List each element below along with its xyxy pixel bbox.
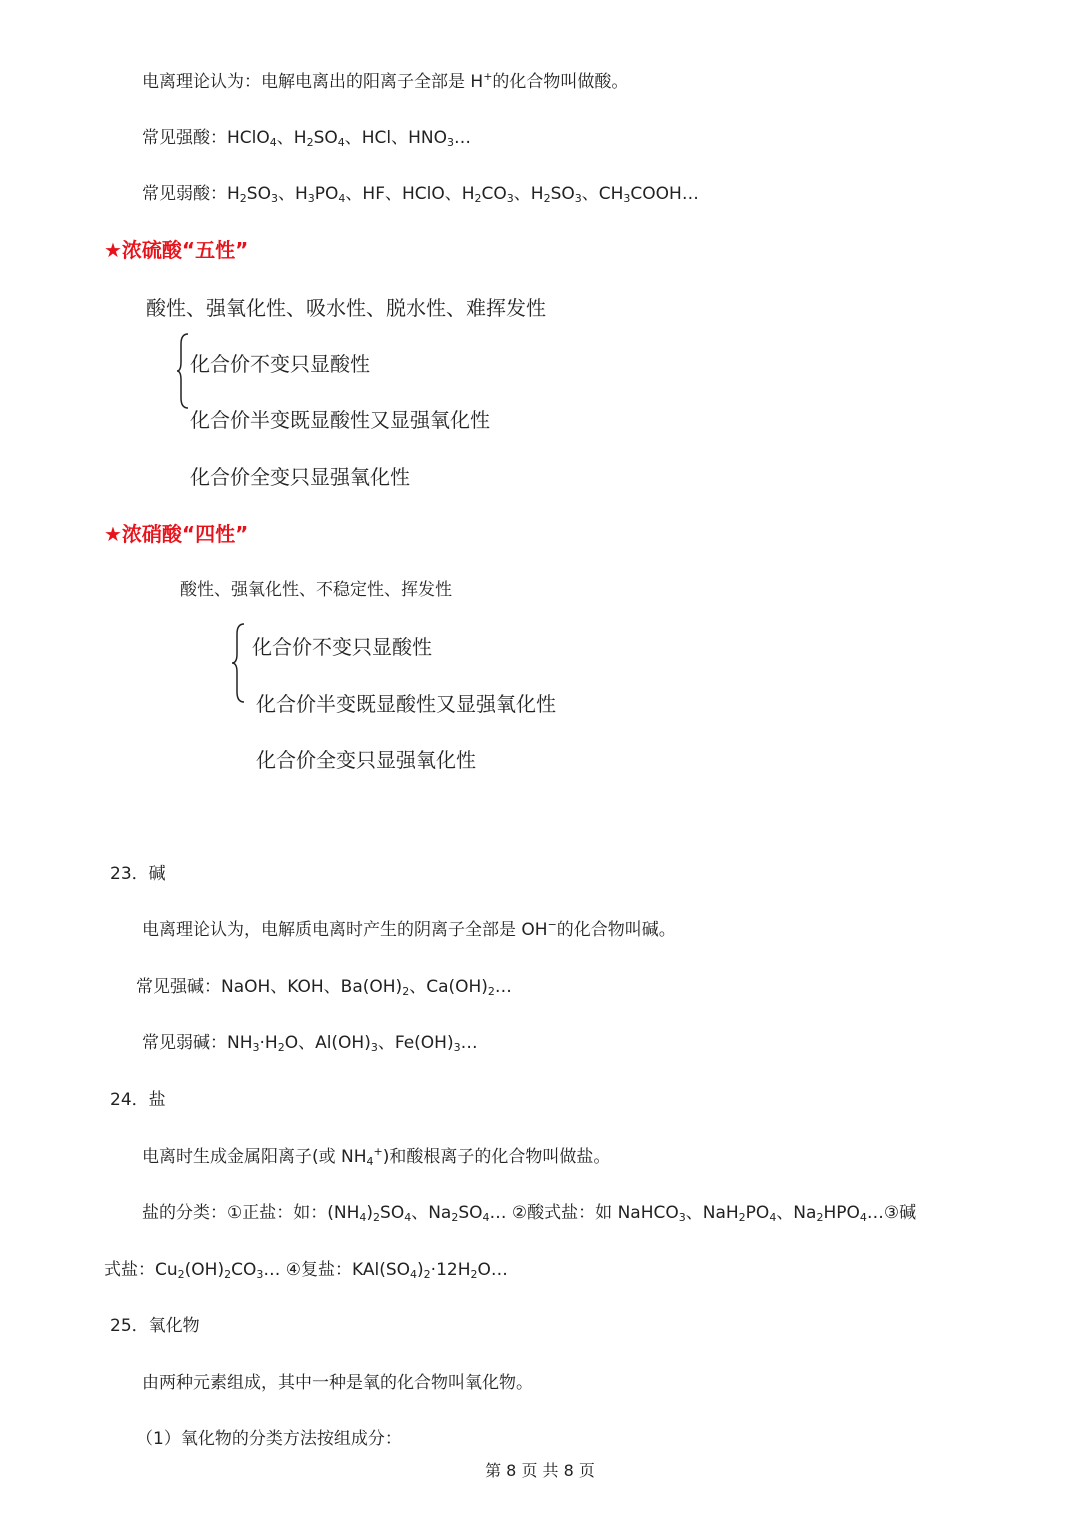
strong-acids: 常见强酸：HClO$_4$、$H_2SO_4$、HCl、$HNO_3\dots$	[142, 128, 471, 149]
weak-bases: 常见弱碱：$NH_3\cdot H_2O$、$Al(OH)_3$、$Fe(OH)_3\dots$	[142, 1033, 478, 1054]
nitric-branch-1: 化合价不变只显酸性	[252, 635, 432, 659]
section-25-heading: 25．氧化物	[110, 1316, 200, 1336]
sulfuric-acid-title: ★浓硫酸“五性”	[104, 238, 249, 262]
sulfuric-properties: 酸性、强氧化性、吸水性、脱水性、难挥发性	[146, 296, 546, 320]
sulfuric-branch-3: 化合价全变只显强氧化性	[190, 465, 410, 489]
acid-definition: 电离理论认为：电解电离出的阳离子全部是 H+的化合物叫做酸。	[142, 70, 629, 92]
page-footer: 第 8 页 共 8 页	[485, 1461, 595, 1480]
sulfuric-branch-2: 化合价半变既显酸性又显强氧化性	[190, 408, 490, 432]
base-definition: 电离理论认为，电解质电离时产生的阴离子全部是 OH−的化合物叫碱。	[142, 918, 676, 940]
strong-bases: 常见强碱：NaOH、KOH、$Ba(OH)_2$、$Ca(OH)_2\dots$	[136, 977, 512, 998]
sulfuric-brace	[176, 332, 190, 410]
salt-classification-1: 盐的分类：①正盐：如：$(NH_4)_2SO_4$、$Na_2SO_4\dots$ ②酸式盐：如 NaHCO$_3$、$NaH_2PO_4$、$Na_2HPO_4\dots ③$碱	[142, 1203, 917, 1224]
nitric-acid-title: ★浓硝酸“四性”	[104, 522, 249, 546]
weak-acids: 常见弱酸：$H_2SO_3$、$H_3PO_4$、HF、HClO、$H_2CO_3$、$H_2SO_3$、$CH_3COOH\dots$	[142, 184, 699, 205]
nitric-branch-2: 化合价半变既显酸性又显强氧化性	[256, 692, 556, 716]
salt-classification-2: 式盐：$Cu_2(OH)_2CO_3\dots$ ④复盐：$KAl(SO_4)_2\cdot 12H_2O\dots$	[104, 1260, 508, 1281]
nitric-brace	[230, 622, 246, 704]
nitric-properties: 酸性、强氧化性、不稳定性、挥发性	[180, 580, 452, 600]
sulfuric-branch-1: 化合价不变只显酸性	[190, 352, 370, 376]
nitric-branch-3: 化合价全变只显强氧化性	[256, 748, 476, 772]
oxide-definition: 由两种元素组成，其中一种是氧的化合物叫氧化物。	[142, 1373, 533, 1393]
oxide-classification: （1）氧化物的分类方法按组成分：	[136, 1429, 402, 1449]
salt-definition: 电离时生成金属阳离子(或 $NH_4^+$)和酸根离子的化合物叫做盐。	[142, 1145, 611, 1168]
section-23-heading: 23．碱	[110, 864, 166, 884]
section-24-heading: 24．盐	[110, 1090, 166, 1110]
